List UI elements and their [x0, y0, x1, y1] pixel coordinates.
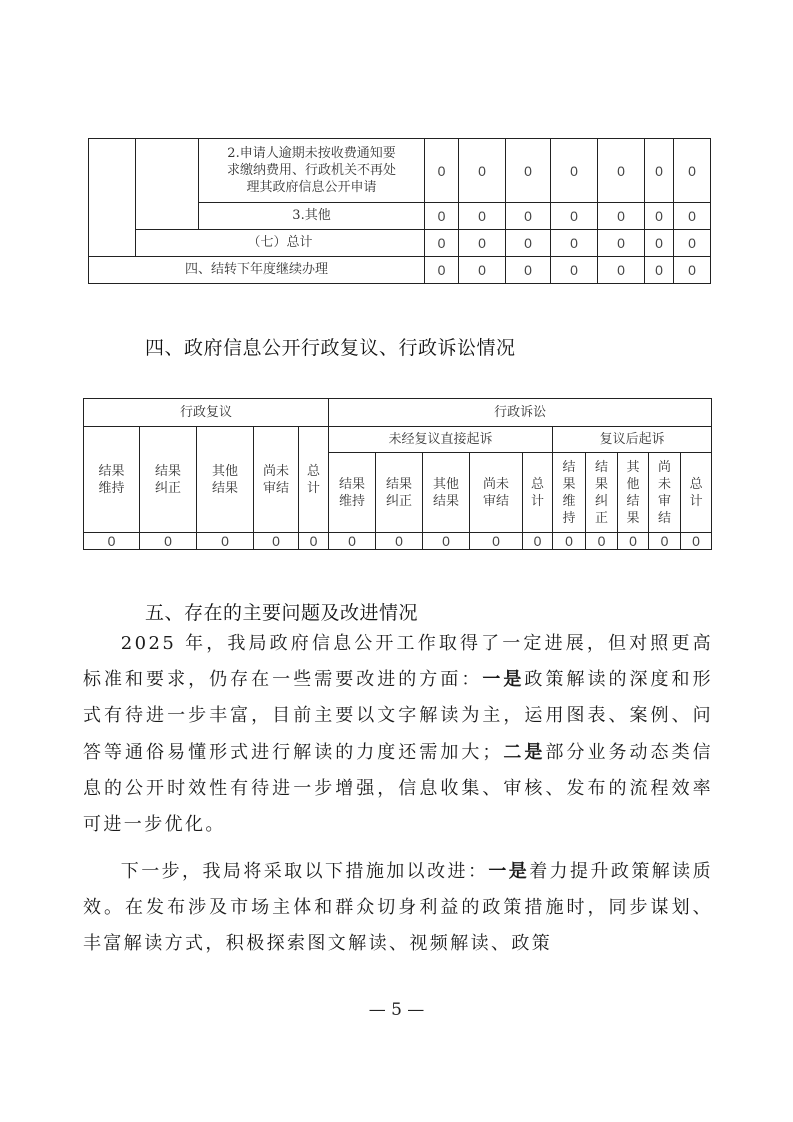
header-direct-suit: 未经复议直接起诉 [329, 427, 553, 453]
table-row [89, 230, 711, 257]
header-text-line: 果 [626, 510, 640, 526]
header-text-line: 果 [595, 476, 609, 492]
row-label [199, 139, 425, 203]
cell-value: 0 [425, 139, 459, 203]
header-direct-col [376, 453, 423, 533]
header-direct-col [423, 453, 470, 533]
header-text-line: 结 [658, 510, 672, 526]
header-text-line: 维持 [98, 480, 125, 496]
header-text-line: 结 [595, 459, 609, 475]
row-label: （七）总计 [136, 230, 425, 257]
emphasis-first: 一是 [488, 861, 530, 882]
paragraph-improvements [83, 854, 713, 963]
row-label-line: 求缴纳费用、行政机关不再处 [226, 163, 396, 178]
header-text-line: 计 [531, 493, 545, 509]
cell-value: 0 [618, 533, 649, 550]
header-text-line: 结果 [433, 493, 460, 509]
cell-value: 0 [553, 533, 586, 550]
blank-category-cell [89, 139, 136, 257]
cell-value: 0 [425, 203, 459, 230]
header-direct-col [523, 453, 553, 533]
header-text [376, 476, 422, 510]
header-text-line: 尚 [658, 459, 672, 475]
blank-subcategory-cell [136, 139, 199, 230]
header-text-line: 结 [626, 493, 640, 509]
cell-value: 0 [459, 139, 506, 203]
header-text-line: 计 [689, 493, 703, 509]
header-text-line: 结 [562, 459, 576, 475]
emphasis-second: 二是 [502, 741, 546, 763]
cell-value: 0 [459, 203, 506, 230]
header-text-line: 审结 [483, 493, 510, 509]
emphasis-first: 一是 [482, 669, 525, 691]
cell-value: 0 [329, 533, 376, 550]
header-review-col [140, 427, 197, 533]
header-text [84, 463, 139, 497]
header-text-line: 维持 [339, 493, 366, 509]
cell-value: 0 [376, 533, 423, 550]
header-text-line: 其他 [211, 463, 238, 479]
cell-value: 0 [598, 203, 645, 230]
cell-value: 0 [598, 257, 645, 284]
row-label-line: 2.申请人逾期未按收费通知要 [227, 146, 396, 161]
header-after-col [618, 453, 649, 533]
header-review-col [299, 427, 329, 533]
header-text [140, 463, 196, 497]
header-text [197, 463, 253, 497]
paragraph-text: 着力提升政策解读质效。在发布涉及市场主体和群众切身利益的政策措施时，同步谋划、丰富解读方式，积极探索图文解读、视频解读、政策 [83, 861, 713, 955]
header-text-line: 审 [658, 493, 672, 509]
header-text-line: 纠正 [386, 493, 413, 509]
cell-value: 0 [551, 203, 598, 230]
review-litigation-table [83, 398, 712, 550]
header-text [254, 463, 298, 497]
header-review-col [84, 427, 140, 533]
cell-value: 0 [645, 139, 674, 203]
header-text [586, 459, 617, 527]
row-label: 四、结转下年度继续办理 [89, 257, 425, 284]
header-text-line: 尚未 [483, 476, 510, 492]
row-label: 3.其他 [199, 203, 425, 230]
header-after-col [553, 453, 586, 533]
header-after-review-suit: 复议后起诉 [553, 427, 712, 453]
header-text [423, 476, 469, 510]
header-after-col [649, 453, 681, 533]
cell-value: 0 [425, 230, 459, 257]
header-review: 行政复议 [84, 399, 329, 427]
cell-value: 0 [645, 203, 674, 230]
cell-value: 0 [299, 533, 329, 550]
cell-value: 0 [649, 533, 681, 550]
table-header-row [84, 427, 712, 453]
cell-value: 0 [674, 230, 711, 257]
header-text-line: 尚未 [262, 463, 289, 479]
header-text-line: 持 [562, 510, 576, 526]
cell-value: 0 [470, 533, 523, 550]
cell-value: 0 [459, 230, 506, 257]
header-text-line: 果 [562, 476, 576, 492]
cell-value: 0 [598, 139, 645, 203]
cell-value: 0 [523, 533, 553, 550]
header-text-line: 计 [307, 480, 321, 496]
table-row [89, 257, 711, 284]
paragraph-text: 下一步，我局将采取以下措施加以改进： [120, 861, 489, 882]
page-number: — 5 — [368, 1000, 425, 1020]
cell-value: 0 [254, 533, 299, 550]
application-handling-table-continued [88, 138, 711, 284]
cell-value: 0 [681, 533, 712, 550]
header-text-line: 总 [307, 463, 321, 479]
cell-value: 0 [506, 203, 551, 230]
cell-value: 0 [459, 257, 506, 284]
cell-value: 0 [506, 257, 551, 284]
cell-value: 0 [551, 230, 598, 257]
header-text [470, 476, 522, 510]
table-row [84, 533, 712, 550]
header-review-col [254, 427, 299, 533]
cell-value: 0 [197, 533, 254, 550]
header-litigation: 行政诉讼 [329, 399, 712, 427]
cell-value: 0 [140, 533, 197, 550]
header-text-line: 维 [562, 493, 576, 509]
header-text [649, 459, 680, 527]
header-text-line: 结果 [98, 463, 125, 479]
cell-value: 0 [423, 533, 470, 550]
header-text-line: 结果 [339, 476, 366, 492]
header-text [618, 459, 648, 527]
header-text [553, 459, 585, 527]
cell-value: 0 [674, 203, 711, 230]
header-text-line: 其 [626, 459, 640, 475]
header-text [523, 476, 552, 510]
section-heading: 四、政府信息公开行政复议、行政诉讼情况 [145, 337, 516, 359]
cell-value: 0 [586, 533, 618, 550]
header-text-line: 其他 [433, 476, 460, 492]
cell-value: 0 [645, 257, 674, 284]
header-direct-col [329, 453, 376, 533]
header-text-line: 未 [658, 476, 672, 492]
header-text-line: 纠正 [154, 480, 181, 496]
header-text-line: 结果 [211, 480, 238, 496]
cell-value: 0 [425, 257, 459, 284]
section-heading: 五、存在的主要问题及改进情况 [145, 602, 419, 624]
header-text [299, 463, 328, 497]
header-text-line: 总 [531, 476, 545, 492]
header-review-col [197, 427, 254, 533]
header-text-line: 结果 [386, 476, 413, 492]
header-text-line: 他 [626, 476, 640, 492]
table-header-row [84, 399, 712, 427]
header-text-line: 总 [689, 476, 703, 492]
paragraph-text: 部分业务动态类信息的公开时效性有待进一步增强，信息收集、审核、发布的流程效率可进一步优化。 [83, 741, 713, 836]
table-row [89, 139, 711, 203]
cell-value: 0 [551, 257, 598, 284]
paragraph-problems [83, 626, 713, 843]
cell-value: 0 [84, 533, 140, 550]
cell-value: 0 [674, 257, 711, 284]
header-direct-col [470, 453, 523, 533]
paragraph-text: 2025 年，我局政府信息公开工作取得了一定进展，但对照更高标准和要求，仍存在一些需要改进的方面： [83, 633, 713, 691]
header-after-col [681, 453, 712, 533]
row-label-line: 理其政府信息公开申请 [246, 180, 377, 195]
header-after-col [586, 453, 618, 533]
header-text-line: 结果 [154, 463, 181, 479]
header-text-line: 纠 [595, 493, 609, 509]
header-text [329, 476, 375, 510]
cell-value: 0 [506, 230, 551, 257]
cell-value: 0 [506, 139, 551, 203]
header-text-line: 正 [595, 510, 609, 526]
cell-value: 0 [645, 230, 674, 257]
paragraph-text: 政策解读的深度和形式有待进一步丰富，目前主要以文字解读为主，运用图表、案例、问答等通俗易懂形式进行解读的力度还需加大； [83, 669, 713, 763]
cell-value: 0 [598, 230, 645, 257]
header-text-line: 审结 [262, 480, 289, 496]
header-text [681, 476, 711, 510]
cell-value: 0 [551, 139, 598, 203]
cell-value: 0 [674, 139, 711, 203]
